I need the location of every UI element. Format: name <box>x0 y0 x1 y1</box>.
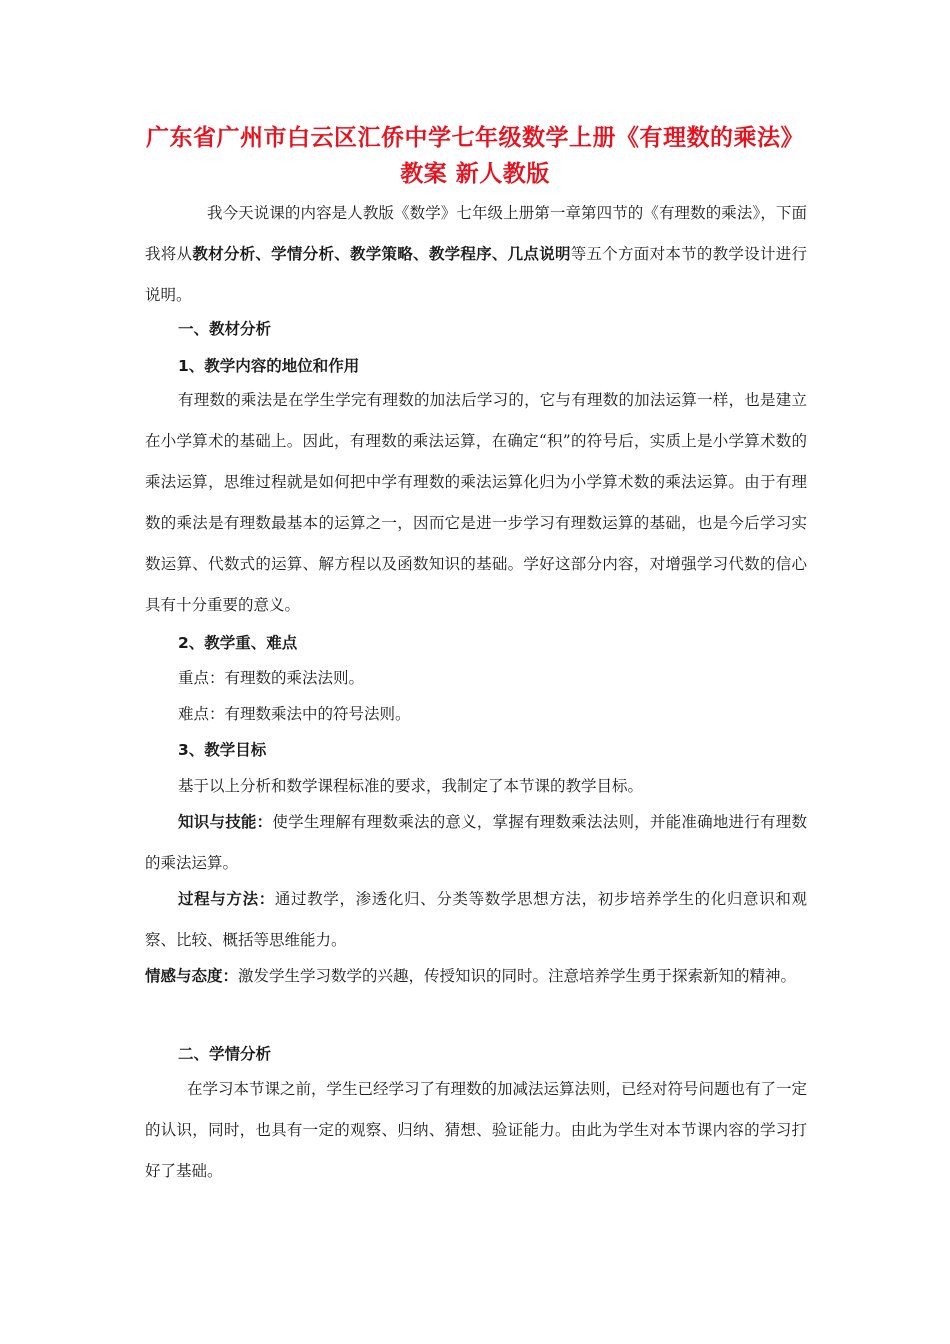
difficult-point: 难点：有理数乘法中的符号法则。 <box>178 705 411 723</box>
emotion-objective <box>145 956 807 997</box>
emotion-label: 情感与态度： <box>145 967 239 985</box>
intro-bold-list: 教材分析、学情分析、教学策略、教学程序、几点说明 <box>192 245 571 263</box>
key-point: 重点：有理数的乘法法则。 <box>178 669 365 687</box>
intro-text-part2: 等五个方面对本节的教学设计进行说明。 <box>145 245 807 304</box>
sub1-heading: 1、教学内容的地位和作用 <box>178 357 360 375</box>
intro-paragraph <box>145 193 807 316</box>
knowledge-objective <box>145 802 807 884</box>
section2-heading: 二、学情分析 <box>178 1045 272 1063</box>
knowledge-label: 知识与技能： <box>178 813 273 831</box>
sub1-paragraph: 有理数的乘法是在学生学完有理数的加法后学习的，它与有理数的加法运算一样，也是建立在小学算术的基础上。因此，有理数的乘法运算，在确定“积”的符号后，实质上是小学算术数的乘法运算，思维过程就是如何把中学有理数的乘法运算化归为小学算术数的乘法运算。由于有理数的乘法是有理数最基本的运算之一，因而它是进一步学习有理数运算的基础，也是今后学习实数运算、代数式的运算、解方程以及函数知识的基础。学好这部分内容，对增强学习代数的信心具有十分重要的意义。 <box>145 391 807 614</box>
sub2-heading: 2、教学重、难点 <box>178 634 298 652</box>
process-label: 过程与方法： <box>178 890 275 908</box>
objective-intro: 基于以上分析和数学课程标准的要求，我制定了本节课的教学目标。 <box>178 777 644 795</box>
sub3-heading: 3、教学目标 <box>178 741 267 759</box>
process-text: 通过教学，渗透化归、分类等数学思想方法，初步培养学生的化归意识和观察、比较、概括等思维能力。 <box>145 890 807 949</box>
intro-text-part1: 我今天说课的内容是人教版《数学》七年级上册第一章第四节的《有理数的乘法》，下面我将从 <box>145 204 807 263</box>
section2-paragraph: 在学习本节课之前，学生已经学习了有理数的加减法运算法则，已经对符号问题也有了一定的认识，同时，也具有一定的观察、归纳、猜想、验证能力。由此为学生对本节课内容的学习打好了基础。 <box>145 1080 808 1180</box>
emotion-text: 激发学生学习数学的兴趣，传授知识的同时。注意培养学生勇于探索新知的精神。 <box>238 967 797 985</box>
process-objective <box>145 879 807 961</box>
section1-heading: 一、教材分析 <box>178 320 272 338</box>
document-title: 广东省广州市白云区汇侨中学七年级数学上册《有理数的乘法》教案 新人教版 <box>146 125 804 187</box>
knowledge-text: 使学生理解有理数乘法的意义，掌握有理数乘法法则，并能准确地进行有理数的乘法运算。 <box>145 813 807 872</box>
